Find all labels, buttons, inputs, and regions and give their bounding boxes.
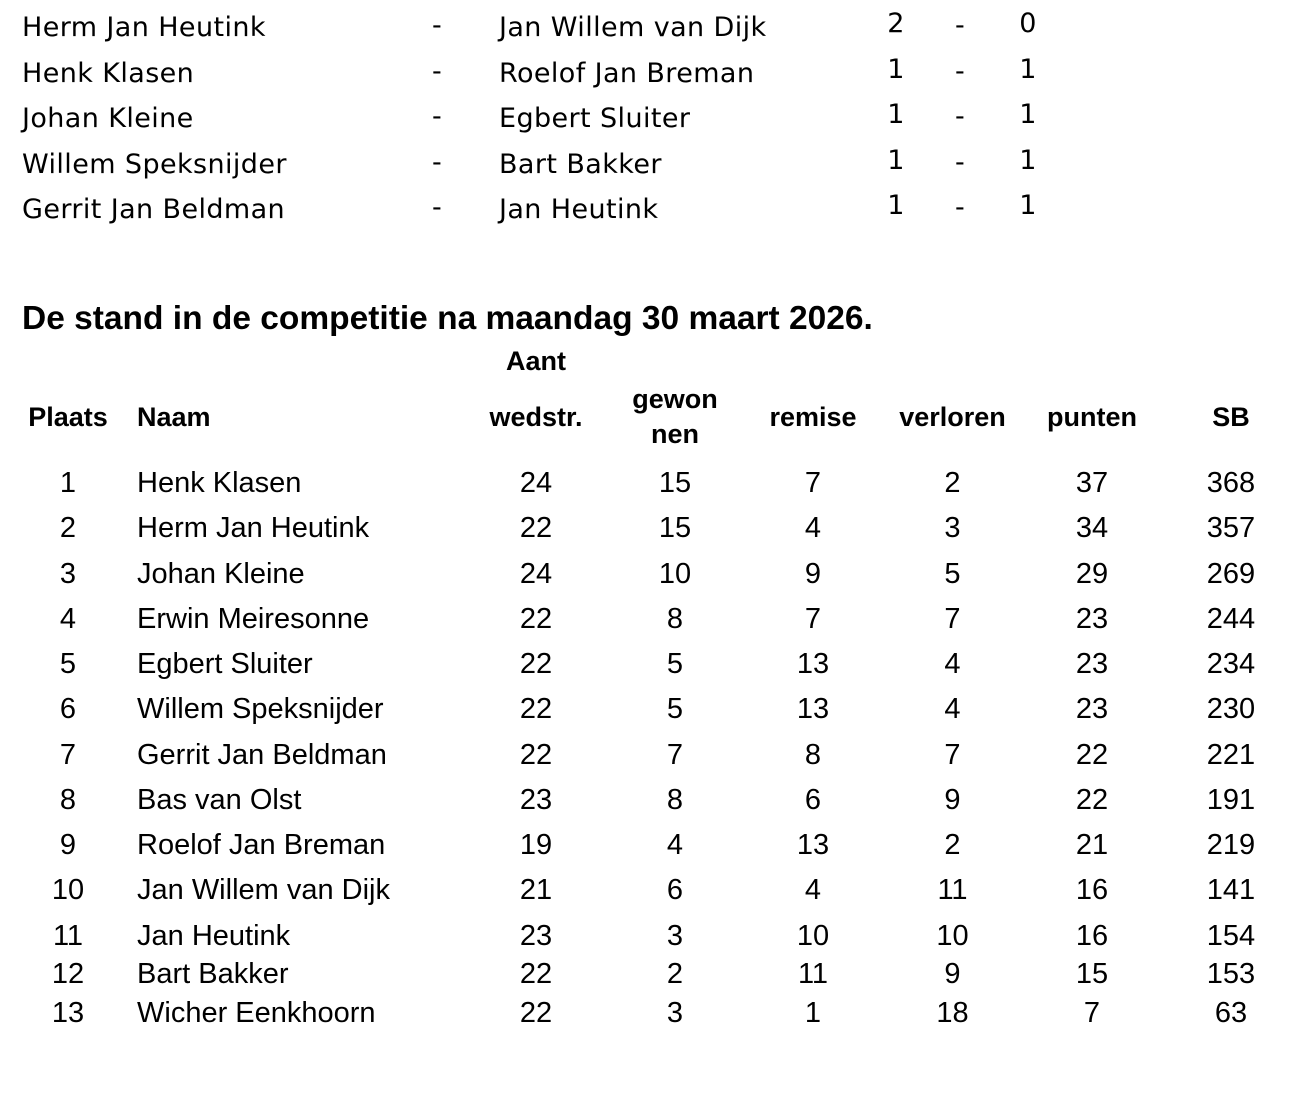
- cell-verloren: 10: [936, 920, 969, 952]
- cell-plaats: 10: [51, 874, 85, 906]
- cell-sb: 357: [1206, 512, 1256, 544]
- result-row: [22, 54, 1082, 100]
- home-player: Willem Speksnijder: [22, 148, 287, 180]
- home-score: 1: [887, 144, 905, 176]
- cell-remise: 4: [804, 874, 822, 906]
- cell-aant: 21: [519, 874, 553, 906]
- cell-punten: 34: [1075, 512, 1109, 544]
- cell-gewonnen: 3: [666, 920, 684, 952]
- versus-separator: -: [432, 55, 443, 87]
- table-header: [0, 340, 1300, 460]
- away-player: Egbert Sluiter: [499, 103, 691, 134]
- cell-plaats: 8: [59, 784, 77, 816]
- cell-aant: 22: [519, 693, 553, 725]
- cell-naam: Willem Speksnijder: [137, 693, 384, 725]
- cell-gewonnen: 8: [666, 784, 684, 816]
- header-gewonnen-line1: gewon: [632, 384, 718, 414]
- cell-punten: 22: [1075, 739, 1109, 771]
- cell-remise: 7: [804, 603, 822, 635]
- cell-sb: 230: [1206, 693, 1256, 725]
- home-score: 1: [887, 99, 905, 130]
- score-separator: -: [955, 192, 966, 223]
- cell-naam: Bart Bakker: [137, 958, 289, 990]
- away-score: 1: [1019, 53, 1037, 85]
- cell-punten: 23: [1075, 693, 1109, 725]
- cell-sb: 219: [1206, 829, 1256, 861]
- cell-plaats: 1: [59, 467, 77, 499]
- away-player: Bart Bakker: [499, 148, 662, 180]
- header-aant-line2: wedstr.: [489, 402, 583, 432]
- header-aant-line1: Aant: [506, 346, 566, 376]
- home-score: 1: [887, 53, 905, 85]
- cell-punten: 21: [1075, 829, 1109, 861]
- home-score: 1: [887, 190, 905, 221]
- cell-sb: 63: [1214, 997, 1248, 1029]
- cell-gewonnen: 5: [666, 648, 684, 680]
- cell-plaats: 9: [59, 829, 77, 861]
- cell-plaats: 7: [59, 739, 77, 771]
- away-player: Jan Heutink: [499, 194, 659, 225]
- standings-title: De stand in de competitie na maandag 30 maart 2026.: [22, 300, 873, 337]
- cell-punten: 22: [1075, 784, 1109, 816]
- cell-aant: 22: [519, 958, 553, 990]
- cell-gewonnen: 2: [666, 958, 684, 990]
- cell-remise: 13: [796, 693, 830, 725]
- table-row: [0, 648, 1300, 688]
- cell-gewonnen: 15: [658, 512, 692, 544]
- header-sb: SB: [1212, 402, 1250, 432]
- cell-punten: 16: [1075, 874, 1109, 906]
- header-gewonnen-line2: nen: [650, 419, 699, 449]
- table-row: [0, 874, 1300, 914]
- cell-verloren: 7: [944, 739, 961, 771]
- score-separator: -: [955, 10, 966, 41]
- cell-verloren: 18: [936, 997, 969, 1029]
- cell-plaats: 12: [51, 958, 85, 990]
- away-score: 1: [1019, 99, 1037, 130]
- cell-gewonnen: 15: [658, 467, 692, 499]
- home-player: Herm Jan Heutink: [22, 12, 266, 43]
- cell-gewonnen: 10: [658, 558, 692, 590]
- header-naam: Naam: [137, 402, 211, 432]
- table-row: [0, 920, 1300, 960]
- cell-sb: 221: [1206, 739, 1256, 771]
- cell-punten: 37: [1075, 467, 1109, 499]
- cell-remise: 8: [804, 739, 822, 771]
- result-row: [22, 8, 1082, 54]
- cell-naam: Herm Jan Heutink: [137, 512, 370, 544]
- cell-punten: 29: [1075, 558, 1109, 590]
- header-plaats: Plaats: [28, 402, 108, 432]
- table-row: [0, 784, 1300, 824]
- cell-punten: 16: [1075, 920, 1109, 952]
- versus-separator: -: [432, 101, 443, 132]
- cell-remise: 13: [796, 829, 830, 861]
- cell-aant: 23: [519, 920, 553, 952]
- cell-verloren: 9: [944, 958, 961, 990]
- cell-naam: Erwin Meiresonne: [137, 603, 370, 635]
- cell-verloren: 3: [944, 512, 961, 544]
- cell-sb: 141: [1206, 874, 1256, 906]
- result-row: [22, 190, 1082, 236]
- table-row: [0, 693, 1300, 733]
- cell-remise: 9: [804, 558, 822, 590]
- cell-aant: 19: [519, 829, 553, 861]
- cell-aant: 24: [519, 467, 553, 499]
- score-separator: -: [955, 55, 966, 87]
- cell-plaats: 6: [59, 693, 77, 725]
- cell-sb: 191: [1206, 784, 1256, 816]
- cell-naam: Jan Willem van Dijk: [137, 874, 390, 906]
- cell-aant: 23: [519, 784, 553, 816]
- versus-separator: -: [432, 192, 443, 223]
- table-row: [0, 512, 1300, 552]
- cell-aant: 22: [519, 512, 553, 544]
- cell-remise: 13: [796, 648, 830, 680]
- cell-gewonnen: 3: [666, 997, 684, 1029]
- table-row: [0, 958, 1300, 998]
- cell-naam: Jan Heutink: [137, 920, 291, 952]
- cell-naam: Bas van Olst: [137, 784, 302, 816]
- cell-punten: 7: [1083, 997, 1101, 1029]
- cell-sb: 234: [1206, 648, 1256, 680]
- cell-verloren: 2: [944, 467, 961, 499]
- cell-sb: 368: [1206, 467, 1256, 499]
- cell-naam: Gerrit Jan Beldman: [137, 739, 387, 771]
- result-row: [22, 99, 1082, 145]
- cell-naam: Roelof Jan Breman: [137, 829, 386, 861]
- header-remise: remise: [769, 402, 857, 432]
- cell-verloren: 9: [944, 784, 961, 816]
- cell-plaats: 13: [51, 997, 85, 1029]
- away-score: 1: [1019, 190, 1037, 221]
- cell-gewonnen: 5: [666, 693, 684, 725]
- cell-remise: 7: [804, 467, 822, 499]
- header-punten: punten: [1047, 402, 1137, 432]
- away-player: Roelof Jan Breman: [499, 57, 755, 89]
- result-row: [22, 145, 1082, 191]
- table-row: [0, 739, 1300, 779]
- cell-verloren: 4: [944, 693, 961, 725]
- cell-plaats: 11: [52, 920, 84, 952]
- score-separator: -: [955, 146, 966, 178]
- table-row: [0, 603, 1300, 643]
- cell-gewonnen: 7: [666, 739, 684, 771]
- cell-remise: 10: [796, 920, 830, 952]
- cell-verloren: 2: [944, 829, 961, 861]
- cell-aant: 22: [519, 603, 553, 635]
- cell-plaats: 4: [59, 603, 77, 635]
- cell-remise: 6: [804, 784, 822, 816]
- cell-punten: 23: [1075, 603, 1109, 635]
- cell-aant: 24: [519, 558, 553, 590]
- cell-verloren: 5: [944, 558, 961, 590]
- score-separator: -: [955, 101, 966, 132]
- cell-aant: 22: [519, 997, 553, 1029]
- cell-gewonnen: 8: [666, 603, 684, 635]
- cell-gewonnen: 6: [666, 874, 684, 906]
- cell-aant: 22: [519, 739, 553, 771]
- versus-separator: -: [432, 10, 443, 41]
- cell-naam: Johan Kleine: [137, 558, 305, 590]
- match-results: [22, 8, 1082, 236]
- home-player: Johan Kleine: [22, 103, 194, 134]
- home-score: 2: [887, 8, 905, 39]
- cell-sb: 244: [1206, 603, 1256, 635]
- cell-gewonnen: 4: [666, 829, 684, 861]
- cell-remise: 11: [797, 958, 829, 990]
- cell-plaats: 3: [59, 558, 77, 590]
- cell-plaats: 5: [59, 648, 77, 680]
- away-player: Jan Willem van Dijk: [499, 12, 767, 43]
- away-score: 0: [1019, 8, 1037, 39]
- cell-punten: 15: [1075, 958, 1109, 990]
- standings-table: [0, 340, 1300, 1029]
- cell-punten: 23: [1075, 648, 1109, 680]
- cell-remise: 4: [804, 512, 822, 544]
- cell-sb: 269: [1206, 558, 1256, 590]
- header-verloren: verloren: [899, 402, 1006, 432]
- cell-naam: Egbert Sluiter: [137, 648, 313, 680]
- versus-separator: -: [432, 146, 443, 178]
- cell-naam: Wicher Eenkhoorn: [137, 997, 376, 1029]
- table-row: [0, 558, 1300, 598]
- cell-aant: 22: [519, 648, 553, 680]
- home-player: Gerrit Jan Beldman: [22, 194, 286, 225]
- table-row: [0, 997, 1300, 1037]
- cell-naam: Henk Klasen: [137, 467, 302, 499]
- away-score: 1: [1019, 144, 1037, 176]
- cell-plaats: 2: [59, 512, 77, 544]
- table-row: [0, 467, 1300, 507]
- cell-verloren: 4: [944, 648, 961, 680]
- table-row: [0, 829, 1300, 869]
- cell-sb: 154: [1206, 920, 1256, 952]
- cell-verloren: 7: [944, 603, 961, 635]
- cell-sb: 153: [1206, 958, 1256, 990]
- cell-remise: 1: [804, 997, 822, 1029]
- cell-verloren: 11: [937, 874, 968, 906]
- home-player: Henk Klasen: [22, 57, 195, 89]
